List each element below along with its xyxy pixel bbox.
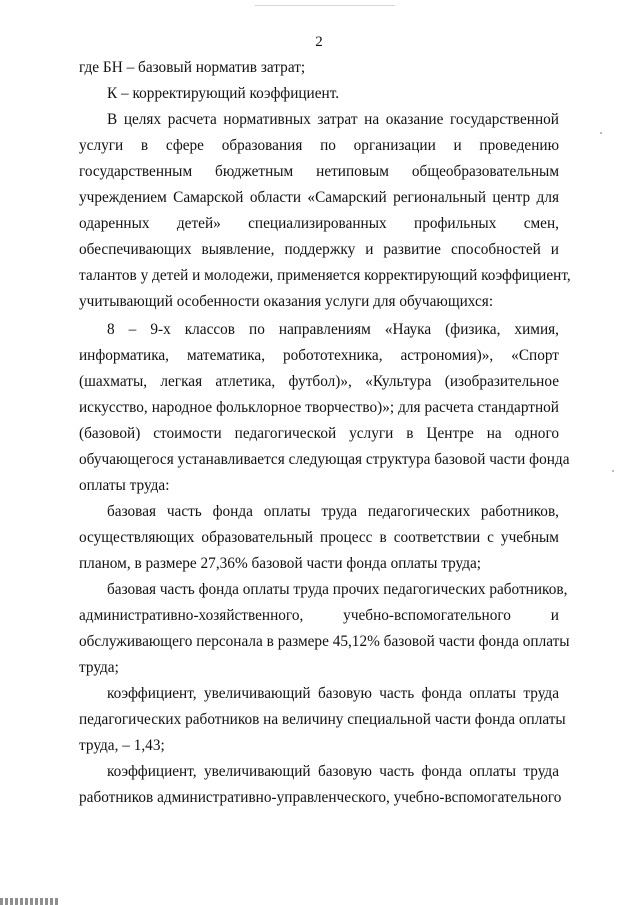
text-line: базовая часть фонда оплаты труда прочих педагогических работников, — [107, 581, 568, 598]
text-line: государственным бюджетным нетиповым общеобразовательным — [79, 163, 559, 180]
text-line: планом, в размере 27,36% базовой части фонда оплаты труда; — [79, 555, 482, 572]
scan-top-rule — [255, 5, 395, 6]
text-line: труда; — [79, 659, 119, 676]
text-line: обслуживающего персонала в размере 45,12% базовой части фонда оплаты — [79, 633, 570, 650]
text-line: оплаты труда: — [79, 477, 170, 494]
text-line: искусство, народное фольклорное творчество)»; для расчета стандартной — [79, 399, 559, 416]
text-line: осуществляющих образовательный процесс в соответствии с учебным — [79, 529, 559, 546]
scan-speck — [600, 132, 602, 134]
text-line: услуги в сфере образования по организации и проведению — [79, 137, 559, 154]
text-line: обучающегося устанавливается следующая структура базовой части фонда — [79, 451, 570, 468]
text-line: где БН – базовый норматив затрат; — [79, 59, 306, 76]
text-line: 8 – 9-х классов по направлениям «Наука (физика, химия, — [107, 321, 559, 338]
scan-speck — [612, 470, 614, 472]
text-line: административно-хозяйственного, учебно-вспомогательного и — [79, 607, 559, 624]
text-line: (базовой) стоимости педагогической услуги в Центре на одного — [79, 425, 559, 442]
text-line: информатика, математика, робототехника, астрономия)», «Спорт — [79, 347, 559, 364]
text-line: талантов у детей и молодежи, применяется корректирующий коэффициент, — [79, 267, 571, 284]
text-line: К – корректирующий коэффициент. — [107, 85, 340, 102]
text-line: (шахматы, легкая атлетика, футбол)», «Культура (изобразительное — [79, 373, 559, 390]
text-line: коэффициент, увеличивающий базовую часть фонда оплаты труда — [107, 685, 559, 702]
text-line: одаренных детей» специализированных профильных смен, — [79, 215, 559, 232]
text-line: учитывающий особенности оказания услуги для обучающихся: — [79, 293, 494, 310]
text-line: базовая часть фонда оплаты труда педагогических работников, — [107, 503, 559, 520]
page-number: 2 — [315, 34, 323, 50]
text-line: обеспечивающих выявление, поддержку и развитие способностей и — [79, 241, 559, 258]
text-line: педагогических работников на величину специальной части фонда оплаты — [79, 711, 566, 728]
text-line: коэффициент, увеличивающий базовую часть фонда оплаты труда — [107, 763, 559, 780]
text-line: учреждением Самарской области «Самарский региональный центр для — [79, 189, 559, 206]
scan-edge-mark — [0, 898, 60, 905]
text-line: В целях расчета нормативных затрат на оказание государственной — [107, 111, 559, 128]
text-line: труда, – 1,43; — [79, 737, 165, 754]
text-line: работников административно-управленческого, учебно-вспомогательного — [79, 789, 562, 806]
